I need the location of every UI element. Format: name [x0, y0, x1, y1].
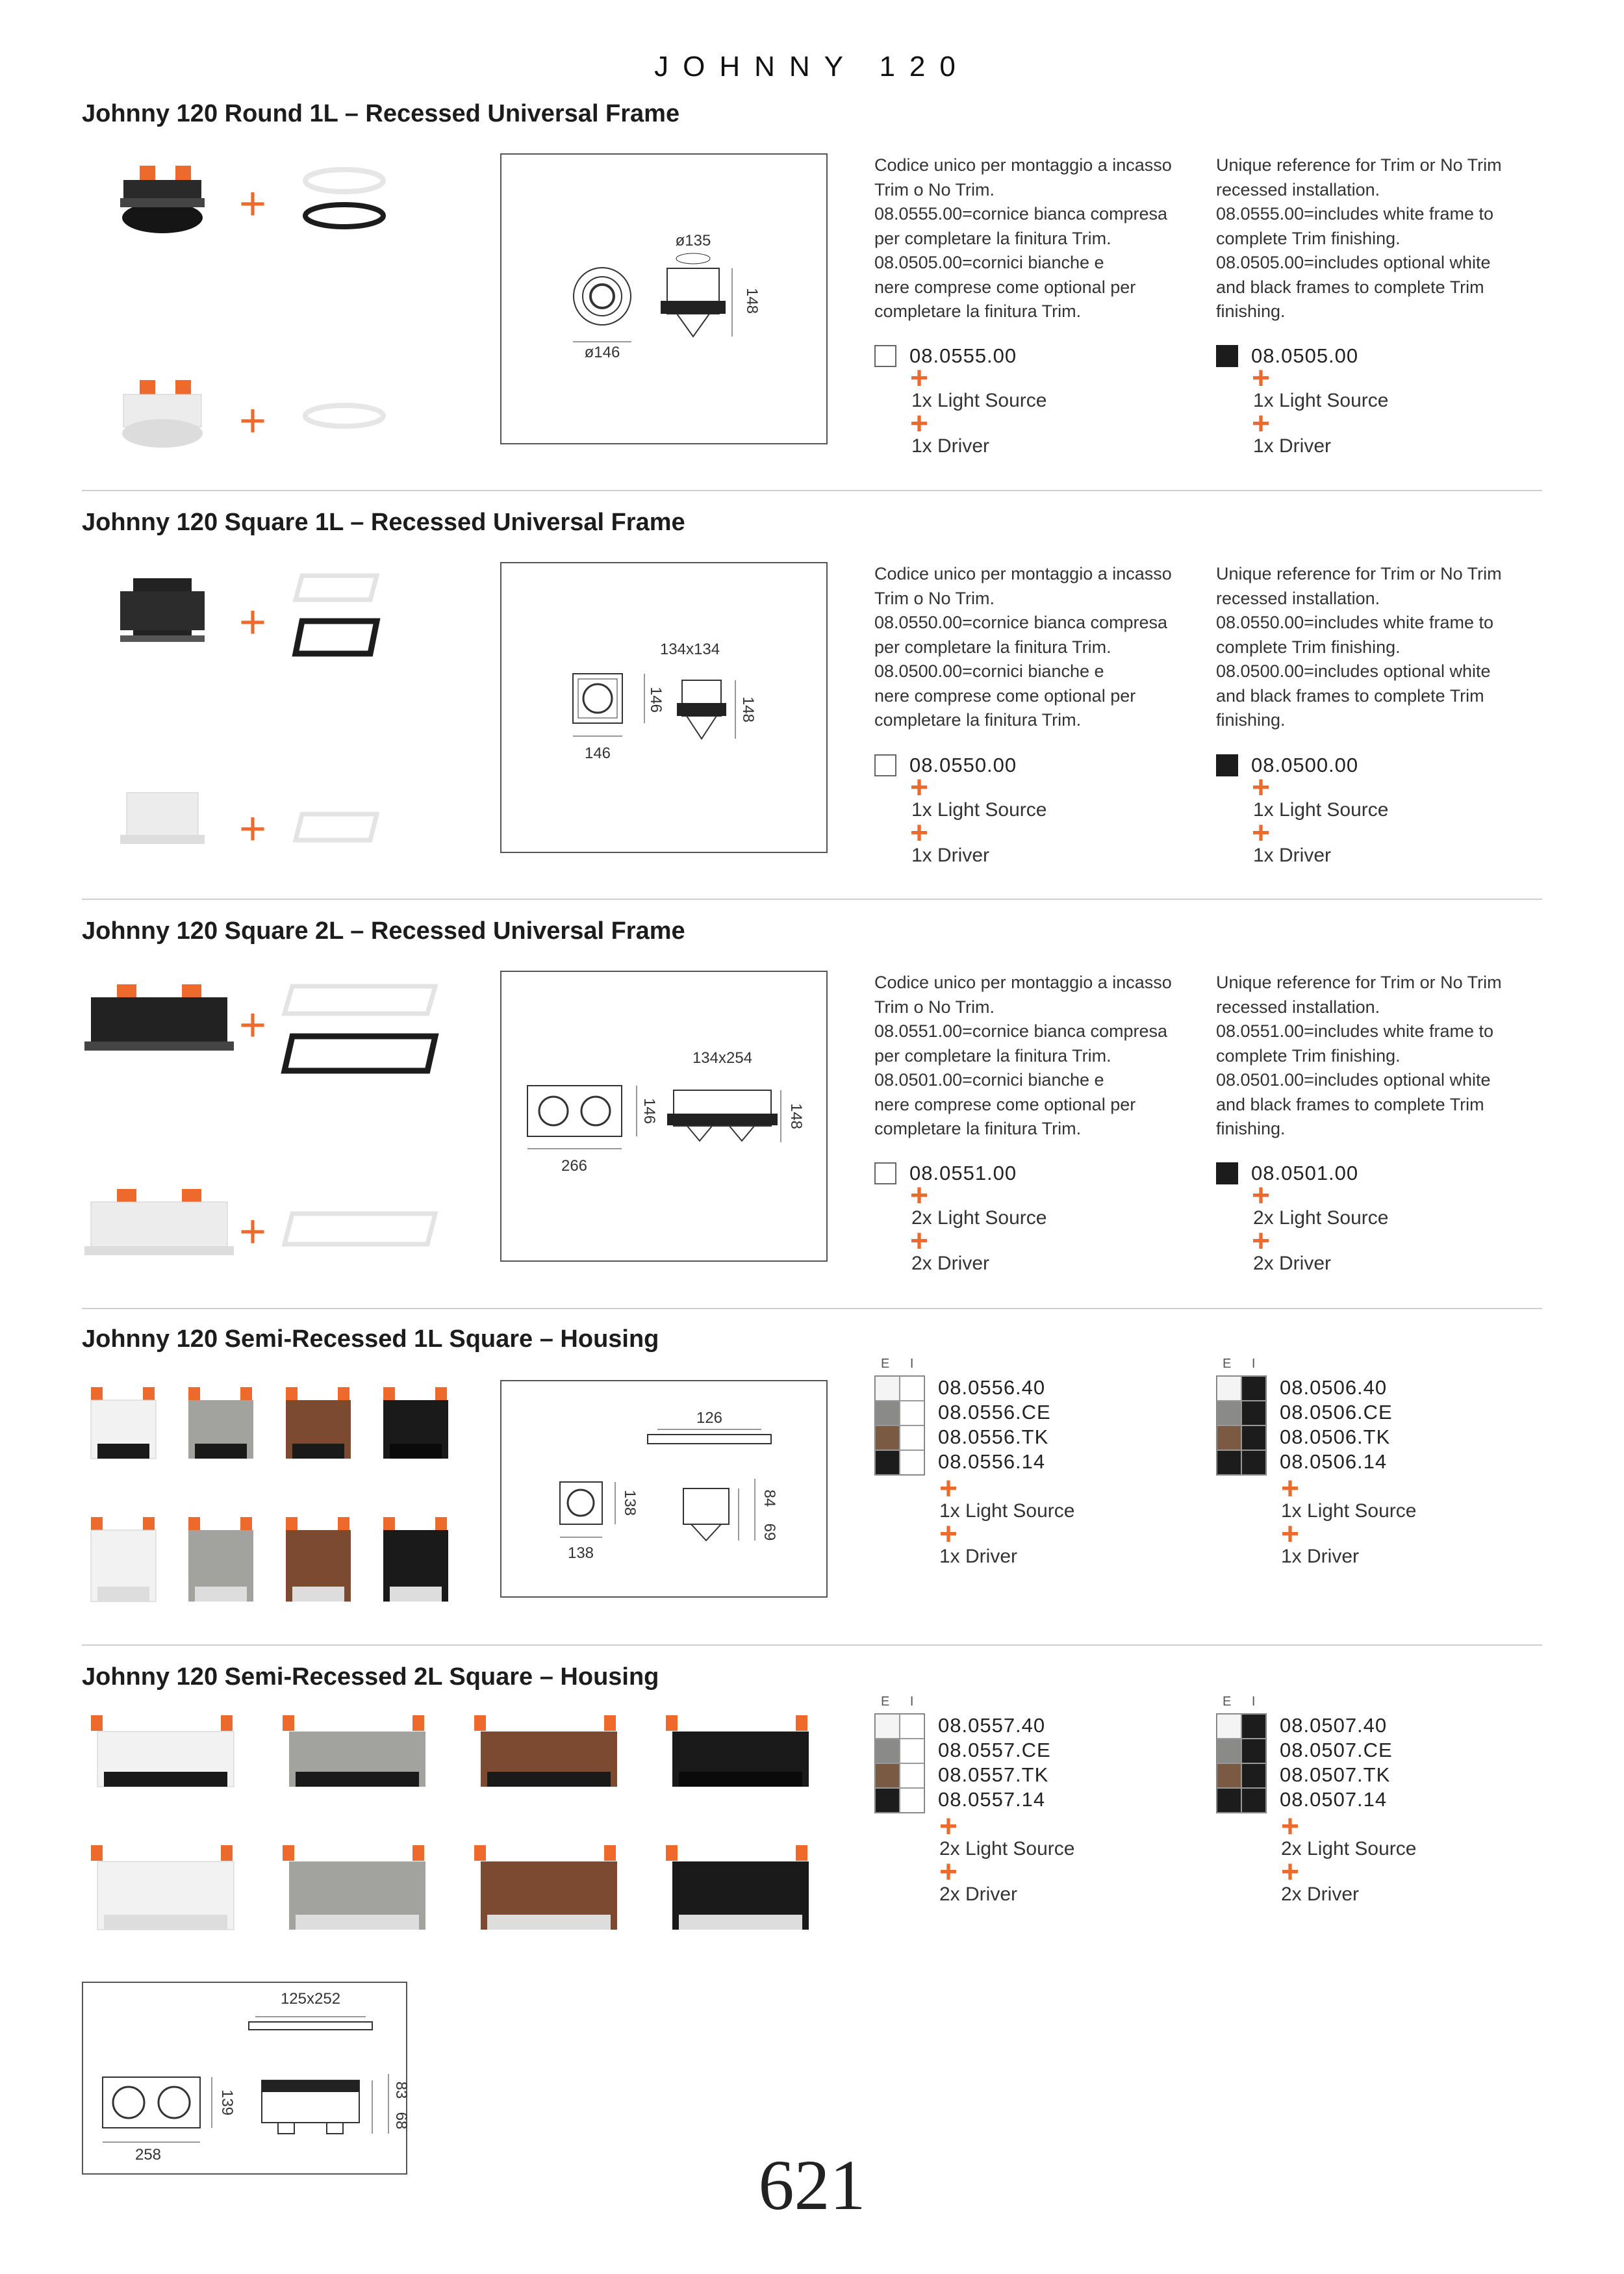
dim-height: 148	[743, 287, 761, 314]
svg-text:134x134: 134x134	[659, 641, 720, 658]
plus-sign: +	[239, 1206, 267, 1258]
code-block-white: 08.0550.00 + 1x Light Source + 1x Driver	[874, 754, 1047, 867]
svg-text:258: 258	[134, 2146, 162, 2164]
divider	[82, 1644, 1542, 1646]
svg-text:146: 146	[584, 745, 611, 762]
code-block-black: 08.0501.00 + 2x Light Source + 2x Driver	[1216, 1162, 1388, 1275]
finish-swatches	[1216, 1375, 1267, 1476]
svg-text:266: 266	[561, 1157, 588, 1175]
code-block-white: 08.0555.00 + 1x Light Source + 1x Driver	[874, 344, 1047, 457]
description-italian: Codice unico per montaggio a incasso Trim o No Trim. 08.0550.00=cornice bianca compresa per completare la finitura Trim. 08.0500.00=cornici bianche e nere comprese come optional per completare la finitura Trim.	[874, 564, 1172, 730]
technical-drawing-square-2l	[500, 971, 828, 1262]
divider	[82, 1308, 1542, 1309]
plus-sign: +	[239, 178, 267, 230]
technical-drawing-round-1l	[500, 153, 828, 444]
plus-sign: +	[239, 999, 267, 1051]
svg-text:139: 139	[218, 2089, 236, 2116]
code-block-black: 08.0505.00 + 1x Light Source + 1x Driver	[1216, 344, 1388, 457]
svg-text:84: 84	[761, 1489, 778, 1507]
svg-text:138: 138	[567, 1544, 594, 1562]
page-number: 621	[758, 2145, 866, 2225]
variant-block-white-interior: E I 08.0557.40 08.0557.CE 08.0557.TK 08.0557.14 + 2x Light Source + 2x Driver	[874, 1694, 1074, 1906]
svg-text:148: 148	[787, 1103, 805, 1130]
svg-text:126: 126	[696, 1409, 723, 1427]
plus-sign: +	[239, 596, 267, 648]
square-white-frame-image	[120, 786, 205, 851]
product-code: 08.0555.00	[909, 344, 1017, 367]
white-swatch-icon	[874, 345, 896, 367]
description-english: Unique reference for Trim or No Trim recessed installation. 08.0555.00=includes white frame to complete Trim finishing. 08.0505.00=includes optional white and black frames to complete Trim finishing.	[1216, 155, 1502, 321]
round-black-frame-image	[110, 166, 214, 244]
finish-swatches	[1216, 1713, 1267, 1813]
dim-diameter-top: ø135	[675, 232, 711, 249]
description-english: Unique reference for Trim or No Trim recessed installation. 08.0551.00=includes white frame to complete Trim finishing. 08.0501.00=includes optional white and black frames to complete Trim finishing.	[1216, 973, 1502, 1138]
svg-text:68: 68	[392, 2112, 410, 2130]
variant-block-black-interior: E I 08.0507.40 08.0507.CE 08.0507.TK 08.0507.14 + 2x Light Source + 2x Driver	[1216, 1694, 1416, 1906]
section-title-square-2l: Johnny 120 Square 2L – Recessed Universal Frame	[82, 917, 685, 945]
square-2l-white-frame-image	[84, 1189, 234, 1264]
technical-drawing-semi-recessed-1l	[500, 1380, 828, 1598]
square-black-frame-image	[120, 578, 205, 650]
finish-swatches	[874, 1713, 925, 1813]
svg-text:83: 83	[392, 2081, 410, 2099]
svg-text:138: 138	[621, 1489, 639, 1516]
black-swatch-icon	[1216, 345, 1238, 367]
svg-text:69: 69	[761, 1523, 778, 1541]
square-2l-white-trim-image	[279, 1208, 442, 1254]
code-block-black: 08.0500.00 + 1x Light Source + 1x Driver	[1216, 754, 1388, 867]
code-block-white: 08.0551.00 + 2x Light Source + 2x Driver	[874, 1162, 1047, 1275]
page-title: JOHNNY 120	[654, 51, 970, 83]
svg-text:134x254: 134x254	[692, 1049, 753, 1067]
finish-swatches	[874, 1375, 925, 1476]
square-2l-black-frame-image	[84, 984, 234, 1059]
description-english: Unique reference for Trim or No Trim recessed installation. 08.0550.00=includes white frame to complete Trim finishing. 08.0500.00=includes optional white and black frames to complete Trim finishing.	[1216, 564, 1502, 730]
plus-sign: +	[239, 395, 267, 447]
semi-recessed-1l-housing-images	[84, 1384, 468, 1605]
white-swatch-icon	[874, 1162, 896, 1184]
technical-drawing-square-1l	[500, 562, 828, 853]
divider	[82, 490, 1542, 491]
round-white-frame-image	[110, 380, 214, 452]
description-italian: Codice unico per montaggio a incasso Trim o No Trim. 08.0555.00=cornice bianca compresa per completare la finitura Trim. 08.0505.00=cornici bianche e nere comprese come optional per completare la finitura Trim.	[874, 155, 1172, 321]
round-white-ring-image	[299, 400, 390, 432]
description-italian: Codice unico per montaggio a incasso Trim o No Trim. 08.0551.00=cornice bianca compresa per completare la finitura Trim. 08.0501.00=cornici bianche e nere comprese come optional per completare la finitura Trim.	[874, 973, 1172, 1138]
product-code: 08.0505.00	[1251, 344, 1359, 367]
semi-recessed-2l-housing-images	[84, 1712, 818, 1946]
square-2l-trim-frames-image	[279, 981, 442, 1079]
section-title-semi-recessed-2l: Johnny 120 Semi-Recessed 2L Square – Housing	[82, 1663, 659, 1691]
section-title-square-1l: Johnny 120 Square 1L – Recessed Universal Frame	[82, 509, 685, 536]
svg-text:146: 146	[641, 1097, 658, 1125]
svg-text:146: 146	[647, 686, 665, 713]
section-title-semi-recessed-1l: Johnny 120 Semi-Recessed 1L Square – Housing	[82, 1325, 659, 1353]
plus-sign: +	[239, 803, 267, 855]
black-swatch-icon	[1216, 1162, 1238, 1184]
square-trim-frames-image	[292, 570, 383, 661]
dim-diameter-bottom: ø146	[584, 344, 620, 361]
square-white-trim-image	[292, 809, 383, 848]
svg-text:125x252: 125x252	[280, 1990, 341, 2008]
white-swatch-icon	[874, 754, 896, 776]
variant-block-white-interior: E I 08.0556.40 08.0556.CE 08.0556.TK 08.0556.14 + 1x Light Source + 1x Driver	[874, 1357, 1074, 1568]
round-trim-rings-image	[299, 162, 390, 234]
svg-text:148: 148	[739, 696, 757, 723]
section-title-round-1l: Johnny 120 Round 1L – Recessed Universal Frame	[82, 100, 680, 127]
variant-block-black-interior: E I 08.0506.40 08.0506.CE 08.0506.TK 08.0506.14 + 1x Light Source + 1x Driver	[1216, 1357, 1416, 1568]
divider	[82, 899, 1542, 900]
black-swatch-icon	[1216, 754, 1238, 776]
